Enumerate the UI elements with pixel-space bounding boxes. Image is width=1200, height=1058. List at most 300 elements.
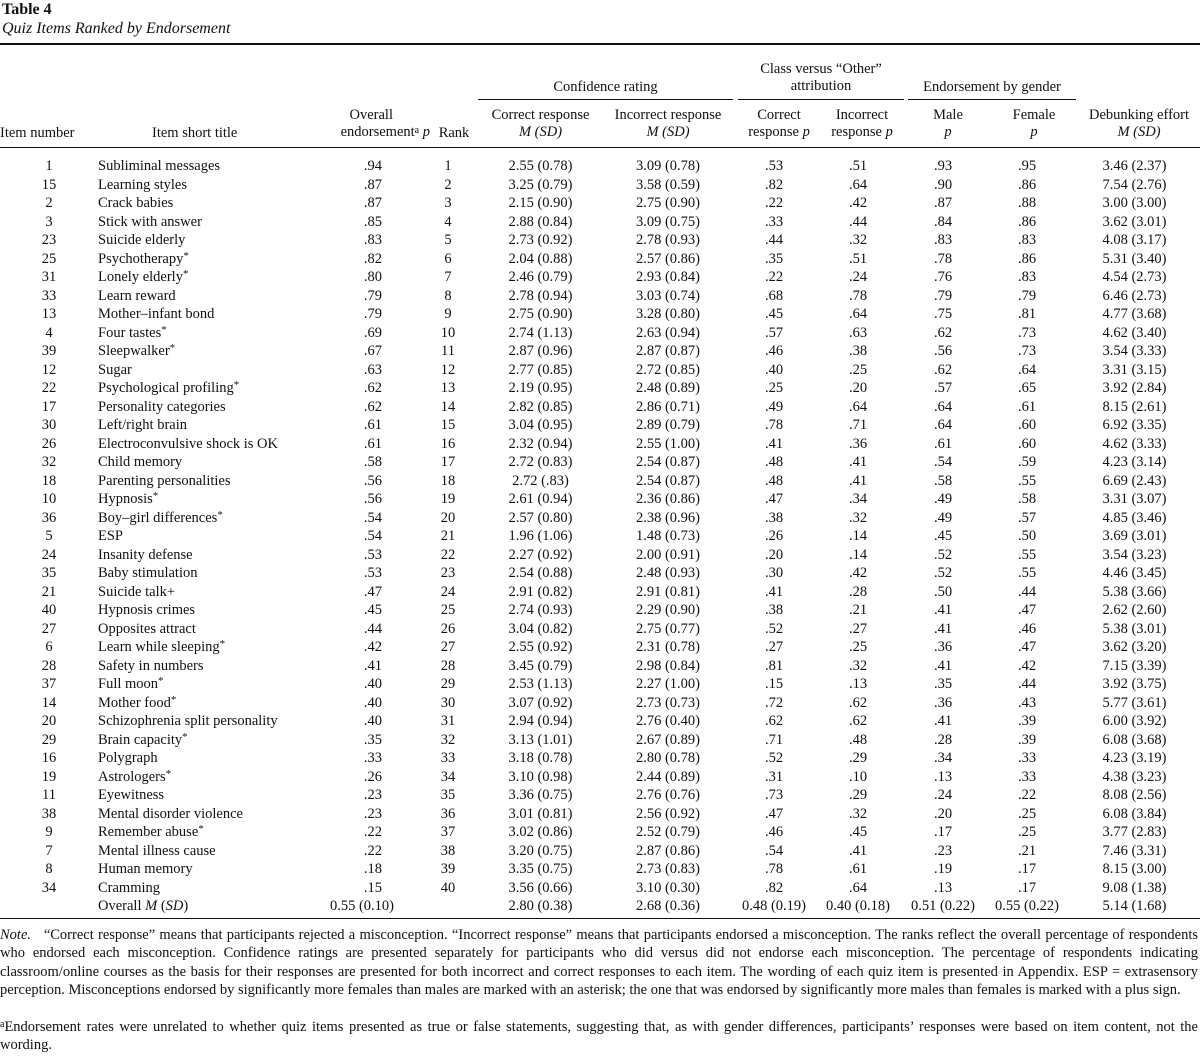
cell-item-number: 24 [41, 546, 57, 563]
cell-debunk: 3.46 (2.37) [1102, 158, 1167, 174]
cell-male: .28 [933, 731, 953, 748]
cell-conf-correct: 2.19 (0.95) [508, 380, 573, 396]
cell-debunk: 3.77 (2.83) [1102, 824, 1167, 840]
cell-male: .57 [933, 380, 953, 396]
top-rule [0, 43, 1200, 45]
cell-conf-incorrect: 3.28 (0.80) [635, 306, 701, 322]
cell-item-title: Suicide elderly [98, 232, 186, 248]
cell-conf-correct: 2.04 (0.88) [508, 250, 573, 267]
cell-item-number: 19 [41, 768, 57, 785]
cell-item-title: Psychotherapy* [98, 249, 189, 267]
cell-item-number: 31 [41, 269, 57, 285]
header-conf-incorrect: Incorrect response M (SD) [614, 107, 722, 140]
cell-item-title: Remember abuse* [98, 823, 204, 840]
cell-male: .56 [933, 343, 953, 359]
table-row [0, 842, 1200, 861]
cell-item-title: Hypnosis crimes [98, 602, 196, 618]
table-row [0, 379, 1200, 398]
cell-female: .25 [1017, 824, 1037, 840]
table-number: Table 4 [2, 1, 52, 18]
table-row [0, 583, 1200, 602]
cell-item-number: 17 [41, 398, 57, 415]
cell-conf-incorrect: 2.75 (0.90) [635, 195, 701, 211]
cell-conf-correct: 2.75 (0.90) [508, 306, 573, 322]
cell-class-correct: .40 [764, 361, 784, 378]
cell-overall: .79 [363, 306, 382, 322]
cell-item-number: 2 [45, 195, 53, 211]
cell-rank: 13 [440, 380, 456, 396]
cell-class-correct: .47 [764, 805, 784, 822]
cell-item-title: Stick with answer [98, 213, 202, 230]
cell-rank: 4 [444, 213, 452, 230]
cell-female: .95 [1017, 158, 1037, 174]
header-item-title: Item short title [152, 125, 238, 141]
cell-debunk: 6.69 (2.43) [1102, 472, 1167, 489]
significance-mark: * [182, 268, 189, 280]
cell-overall: .40 [363, 676, 382, 692]
cell-item-number: 21 [41, 583, 57, 600]
cell-conf-incorrect: 3.09 (0.78) [635, 158, 701, 174]
cell-item-title: Brain capacity* [98, 730, 188, 748]
cell-item-title: Astrologers* [98, 767, 172, 785]
cell-female: .57 [1017, 509, 1037, 526]
cell-conf-incorrect: 3.58 (0.59) [635, 176, 701, 193]
cell-class-incorrect: .78 [848, 287, 868, 304]
table-row [0, 675, 1200, 694]
cell-rank: 2 [444, 176, 452, 193]
cell-overall: .63 [363, 361, 382, 378]
table-row [0, 527, 1200, 546]
cell-conf-incorrect: 2.44 (0.89) [635, 768, 701, 785]
cell-item-title: Learning styles [98, 176, 187, 193]
cell-overall: .40 [363, 694, 382, 711]
cell-item-number: 27 [41, 620, 57, 637]
cell-male: .19 [933, 861, 953, 877]
cell-conf-incorrect: 2.54 (0.87) [635, 454, 701, 470]
cell-female: .55 [1017, 546, 1037, 563]
significance-mark: * [169, 342, 176, 354]
cell-conf-incorrect: 2.86 (0.71) [635, 398, 701, 415]
cell-rank: 32 [440, 731, 456, 748]
cell-overall: .69 [363, 324, 382, 341]
cell-female: .55 [1017, 565, 1037, 581]
cell-overall: .15 [363, 879, 382, 896]
cell-item-number: 8 [45, 861, 53, 877]
cell-conf-incorrect: 2.87 (0.86) [635, 842, 701, 859]
table-row [0, 416, 1200, 435]
cell-female: .86 [1017, 176, 1037, 193]
cell-debunk: 8.15 (2.61) [1102, 398, 1167, 415]
cell-item-title: Boy–girl differences* [98, 508, 223, 526]
cell-rank: 5 [444, 232, 452, 248]
table-row [0, 860, 1200, 879]
cell-item-number: 26 [41, 435, 57, 452]
cell-conf-incorrect: 2.76 (0.40) [635, 713, 701, 729]
cell-female: .44 [1017, 583, 1037, 600]
significance-mark: * [158, 675, 164, 687]
cell-female: .42 [1017, 657, 1037, 674]
cell-debunk: 4.46 (3.45) [1102, 565, 1167, 581]
table-row [0, 564, 1200, 583]
header-overall [300, 107, 430, 141]
header-overall-line2: endorsement$^a$ p [340, 124, 430, 140]
cell-item-title: Suicide talk+ [98, 583, 176, 600]
cell-female: .61 [1017, 398, 1037, 415]
cell-debunk: 4.38 (3.23) [1102, 768, 1167, 785]
table-row [0, 361, 1200, 380]
cell-class-correct: .52 [764, 620, 784, 637]
cell-conf-correct: 3.02 (0.86) [508, 824, 573, 840]
cell-male: .41 [933, 602, 953, 618]
cell-conf-correct: 2.61 (0.94) [508, 491, 573, 507]
cell-rank: 23 [440, 565, 456, 581]
cell-overall: .44 [363, 620, 382, 637]
table-row [0, 250, 1200, 269]
cell-debunk: 3.54 (3.23) [1102, 546, 1167, 563]
cell-class-correct: .48 [764, 454, 784, 470]
summary-female: 0.55 (0.22) [994, 898, 1060, 914]
cell-item-number: 9 [45, 824, 53, 840]
cell-conf-correct: 1.96 (1.06) [508, 528, 573, 544]
cell-class-incorrect: .32 [848, 232, 868, 248]
cell-conf-incorrect: 2.52 (0.79) [635, 824, 701, 840]
cell-class-incorrect: .51 [848, 250, 868, 267]
cell-male: .64 [933, 417, 953, 433]
header-group-gender: Endorsement by gender [923, 79, 1061, 95]
cell-item-title: Psychological profiling* [98, 379, 240, 396]
cell-overall: .54 [363, 528, 382, 544]
cell-item-title: Polygraph [98, 750, 158, 766]
cell-conf-incorrect: 3.09 (0.75) [635, 213, 701, 230]
cell-item-number: 37 [41, 676, 57, 692]
table-row [0, 194, 1200, 213]
cell-item-title: Four tastes* [98, 323, 167, 341]
cell-class-correct: .41 [764, 583, 784, 600]
cell-rank: 6 [444, 250, 452, 267]
cell-item-title: Mother food* [98, 693, 177, 711]
footnote-mark: a [0, 1019, 5, 1030]
cell-class-incorrect: .25 [848, 639, 868, 655]
cell-male: .35 [933, 676, 953, 692]
cell-conf-incorrect: 2.55 (1.00) [635, 435, 701, 452]
cell-male: .13 [933, 768, 953, 785]
cell-item-number: 10 [41, 491, 57, 507]
cell-male: .90 [933, 176, 953, 193]
cell-item-number: 4 [45, 324, 53, 341]
cell-item-number: 33 [41, 287, 57, 304]
cell-rank: 40 [440, 879, 456, 896]
cell-rank: 36 [440, 805, 456, 822]
cell-debunk: 3.62 (3.20) [1102, 639, 1167, 655]
cell-female: .43 [1017, 694, 1037, 711]
cell-rank: 34 [440, 768, 456, 785]
cell-item-title: Schizophrenia split personality [98, 713, 278, 729]
table-row [0, 768, 1200, 787]
table-row [0, 694, 1200, 713]
cell-debunk: 8.08 (2.56) [1102, 787, 1167, 803]
cell-conf-incorrect: 2.93 (0.84) [635, 269, 701, 285]
cell-class-incorrect: .14 [848, 528, 868, 544]
header-overall-line1: Overall [349, 107, 393, 123]
cell-female: .50 [1017, 528, 1037, 544]
cell-item-number: 29 [41, 731, 57, 748]
cell-overall: .79 [363, 287, 382, 304]
cell-male: .79 [933, 287, 953, 304]
cell-item-number: 6 [45, 639, 53, 655]
table-row [0, 805, 1200, 824]
cell-overall: .35 [363, 731, 382, 748]
cell-conf-incorrect: 2.87 (0.87) [635, 343, 701, 359]
summary-male: 0.51 (0.22) [910, 898, 976, 914]
cell-male: .13 [933, 879, 953, 896]
table-row [0, 287, 1200, 306]
table-row [0, 731, 1200, 750]
table-row [0, 620, 1200, 639]
cell-rank: 37 [440, 824, 456, 840]
cell-class-correct: .45 [764, 306, 784, 322]
cell-conf-correct: 2.53 (1.13) [508, 676, 573, 692]
cell-conf-correct: 2.77 (0.85) [508, 361, 573, 378]
cell-class-incorrect: .41 [848, 842, 868, 859]
footnote-body: Endorsement rates were unrelated to whether quiz items presented as true or false statements, suggesting that, as with gender differences, participants’ responses were based on item content, not the wording. [0, 1019, 1198, 1054]
cell-class-correct: .72 [764, 694, 784, 711]
table-row [0, 324, 1200, 343]
cell-class-correct: .53 [764, 158, 784, 174]
cell-class-correct: .25 [764, 380, 784, 396]
cell-debunk: 3.00 (3.00) [1102, 195, 1167, 211]
cell-class-correct: .22 [764, 195, 784, 211]
cell-female: .25 [1017, 805, 1037, 822]
table-row [0, 342, 1200, 361]
cell-debunk: 5.38 (3.01) [1102, 620, 1167, 637]
cell-class-correct: .78 [764, 861, 784, 877]
cell-class-incorrect: .32 [848, 805, 868, 822]
cell-class-correct: .44 [764, 232, 784, 248]
cell-debunk: 5.38 (3.66) [1102, 583, 1167, 600]
cell-class-incorrect: .41 [848, 454, 868, 470]
cell-class-correct: .31 [764, 768, 784, 785]
summary-row [0, 897, 1200, 916]
cell-class-incorrect: .29 [848, 750, 868, 766]
cell-overall: .41 [363, 657, 382, 674]
cell-conf-incorrect: 2.72 (0.85) [635, 361, 701, 378]
cell-overall: .22 [363, 824, 382, 840]
table-row [0, 472, 1200, 491]
cell-conf-incorrect: 2.38 (0.96) [635, 509, 701, 526]
cell-debunk: 7.46 (3.31) [1102, 842, 1167, 859]
cell-item-number: 11 [42, 787, 56, 803]
table-row [0, 157, 1200, 176]
cell-overall: .22 [363, 842, 382, 859]
cell-female: .88 [1017, 195, 1037, 211]
cell-female: .17 [1017, 879, 1037, 896]
cell-conf-incorrect: 2.29 (0.90) [635, 602, 701, 618]
cell-class-incorrect: .36 [848, 435, 868, 452]
cell-item-title: Hypnosis* [98, 490, 159, 507]
cell-rank: 39 [440, 861, 456, 877]
cell-class-incorrect: .27 [848, 620, 868, 637]
cell-item-title: Left/right brain [98, 417, 187, 433]
cell-debunk: 4.23 (3.14) [1102, 454, 1167, 470]
cell-female: .33 [1017, 750, 1037, 766]
cell-conf-correct: 3.07 (0.92) [508, 694, 573, 711]
cell-male: .58 [933, 472, 953, 489]
summary-conf-incorrect: 2.68 (0.36) [635, 898, 701, 914]
cell-overall: .85 [363, 213, 382, 230]
cell-male: .41 [933, 657, 953, 674]
cell-conf-correct: 2.87 (0.96) [508, 343, 573, 359]
cell-female: .73 [1017, 343, 1037, 359]
cell-item-title: Opposites attract [98, 620, 196, 637]
cell-debunk: 4.77 (3.68) [1102, 306, 1167, 322]
cell-conf-incorrect: 2.75 (0.77) [635, 620, 701, 637]
cell-class-correct: .47 [764, 491, 784, 507]
table-row [0, 638, 1200, 657]
cell-class-correct: .30 [764, 565, 784, 581]
cell-class-correct: .49 [764, 398, 784, 415]
cell-debunk: 5.31 (3.40) [1102, 250, 1167, 267]
table-row [0, 823, 1200, 842]
cell-rank: 15 [440, 417, 456, 433]
cell-item-number: 3 [45, 213, 53, 230]
cell-item-title: Lonely elderly* [98, 268, 189, 285]
cell-conf-incorrect: 2.36 (0.86) [635, 491, 701, 507]
cell-class-incorrect: .41 [848, 472, 868, 489]
significance-mark: * [183, 249, 189, 262]
cell-item-number: 36 [41, 509, 57, 526]
cell-debunk: 3.54 (3.33) [1102, 343, 1167, 359]
cell-conf-incorrect: 2.00 (0.91) [635, 546, 701, 563]
cell-female: .39 [1017, 713, 1037, 729]
table-row [0, 712, 1200, 731]
cell-class-correct: .71 [764, 731, 784, 748]
cell-conf-correct: 2.74 (1.13) [508, 324, 573, 341]
cell-male: .62 [933, 361, 953, 378]
cell-male: .36 [933, 639, 953, 655]
cell-item-title: Human memory [98, 861, 193, 877]
cell-male: .34 [933, 750, 953, 766]
summary-debunk: 5.14 (1.68) [1102, 898, 1167, 914]
cell-debunk: 9.08 (1.38) [1102, 879, 1167, 896]
summary-class-correct: 0.48 (0.19) [741, 898, 807, 914]
cell-class-correct: .46 [764, 343, 784, 359]
cell-item-number: 20 [41, 713, 57, 729]
cell-conf-correct: 2.78 (0.94) [508, 287, 573, 304]
cell-conf-incorrect: 2.89 (0.79) [635, 417, 701, 433]
cell-item-title: Electroconvulsive shock is OK [98, 435, 279, 452]
cell-class-incorrect: .71 [848, 417, 868, 433]
cell-overall: .23 [363, 787, 382, 803]
cell-conf-incorrect: 2.73 (0.73) [635, 694, 701, 711]
header-class-incorrect: Incorrect response p [820, 107, 904, 141]
cell-class-incorrect: .10 [848, 768, 868, 785]
cell-conf-incorrect: 1.48 (0.73) [635, 528, 701, 544]
cell-debunk: 3.31 (3.07) [1102, 491, 1167, 507]
cell-rank: 27 [440, 639, 456, 655]
cell-male: .87 [933, 195, 953, 211]
significance-mark: * [165, 767, 172, 780]
header-item-number: Item number [0, 125, 75, 141]
cell-item-number: 5 [45, 528, 53, 544]
cell-male: .49 [933, 491, 953, 507]
table-row [0, 398, 1200, 417]
cell-item-number: 25 [41, 250, 57, 267]
cell-conf-correct: 2.55 (0.92) [508, 639, 573, 655]
cell-conf-correct: 3.04 (0.95) [508, 417, 573, 433]
cell-class-incorrect: .14 [848, 546, 868, 563]
cell-item-number: 7 [45, 842, 53, 859]
cell-female: .39 [1017, 731, 1037, 748]
header-group-confidence: Confidence rating [553, 79, 658, 95]
cell-debunk: 4.85 (3.46) [1102, 509, 1167, 526]
summary-conf-correct: 2.80 (0.38) [508, 898, 573, 914]
cell-male: .78 [933, 250, 953, 267]
cell-conf-incorrect: 2.31 (0.78) [635, 639, 701, 655]
cell-class-incorrect: .38 [848, 343, 868, 359]
bottom-rule [0, 918, 1200, 919]
cell-conf-incorrect: 2.78 (0.93) [635, 232, 701, 248]
cell-female: .83 [1017, 232, 1037, 248]
cell-class-incorrect: .25 [848, 361, 868, 378]
significance-mark: * [217, 508, 223, 521]
header-rank: Rank [438, 125, 470, 141]
cell-debunk: 6.08 (3.84) [1102, 805, 1167, 822]
cell-female: .60 [1017, 417, 1037, 433]
cell-female: .59 [1017, 454, 1037, 470]
cell-conf-correct: 2.57 (0.80) [508, 509, 573, 526]
cell-rank: 12 [440, 361, 456, 378]
cell-female: .44 [1017, 676, 1037, 692]
table-row [0, 879, 1200, 898]
cell-conf-correct: 3.25 (0.79) [508, 176, 573, 193]
cell-overall: .87 [363, 176, 382, 193]
cell-overall: .42 [363, 639, 382, 655]
cell-debunk: 5.77 (3.61) [1102, 694, 1167, 711]
cell-class-incorrect: .29 [848, 787, 868, 803]
cell-rank: 24 [440, 583, 456, 600]
cell-class-correct: .15 [764, 676, 784, 692]
cell-item-number: 22 [41, 380, 57, 396]
cell-debunk: 8.15 (3.00) [1102, 861, 1167, 877]
header-conf-correct: Correct response M (SD) [491, 107, 590, 140]
cell-class-incorrect: .21 [848, 602, 868, 618]
table-row [0, 305, 1200, 324]
cell-conf-correct: 3.36 (0.75) [508, 787, 573, 803]
table-row [0, 213, 1200, 232]
cell-item-title: Baby stimulation [98, 565, 198, 581]
cell-rank: 29 [440, 676, 456, 692]
cell-male: .20 [933, 805, 953, 822]
summary-row-group [0, 897, 1200, 916]
cell-male: .62 [933, 324, 953, 341]
cell-item-title: Mental disorder violence [98, 805, 243, 822]
header-class-correct-line2: response p [748, 124, 810, 140]
cell-class-incorrect: .32 [848, 509, 868, 526]
summary-overall: 0.55 (0.10) [329, 898, 394, 914]
cell-male: .54 [933, 454, 953, 470]
cell-female: .64 [1017, 361, 1037, 378]
cell-male: .75 [933, 306, 953, 322]
cell-male: .49 [933, 509, 953, 526]
table-row [0, 231, 1200, 250]
cell-female: .33 [1017, 768, 1037, 785]
cell-debunk: 4.08 (3.17) [1102, 232, 1167, 248]
cell-overall: .83 [363, 232, 382, 248]
cell-item-number: 23 [41, 232, 57, 248]
cell-conf-incorrect: 2.56 (0.92) [635, 805, 701, 822]
table-row [0, 786, 1200, 805]
cell-class-correct: .35 [764, 250, 784, 267]
